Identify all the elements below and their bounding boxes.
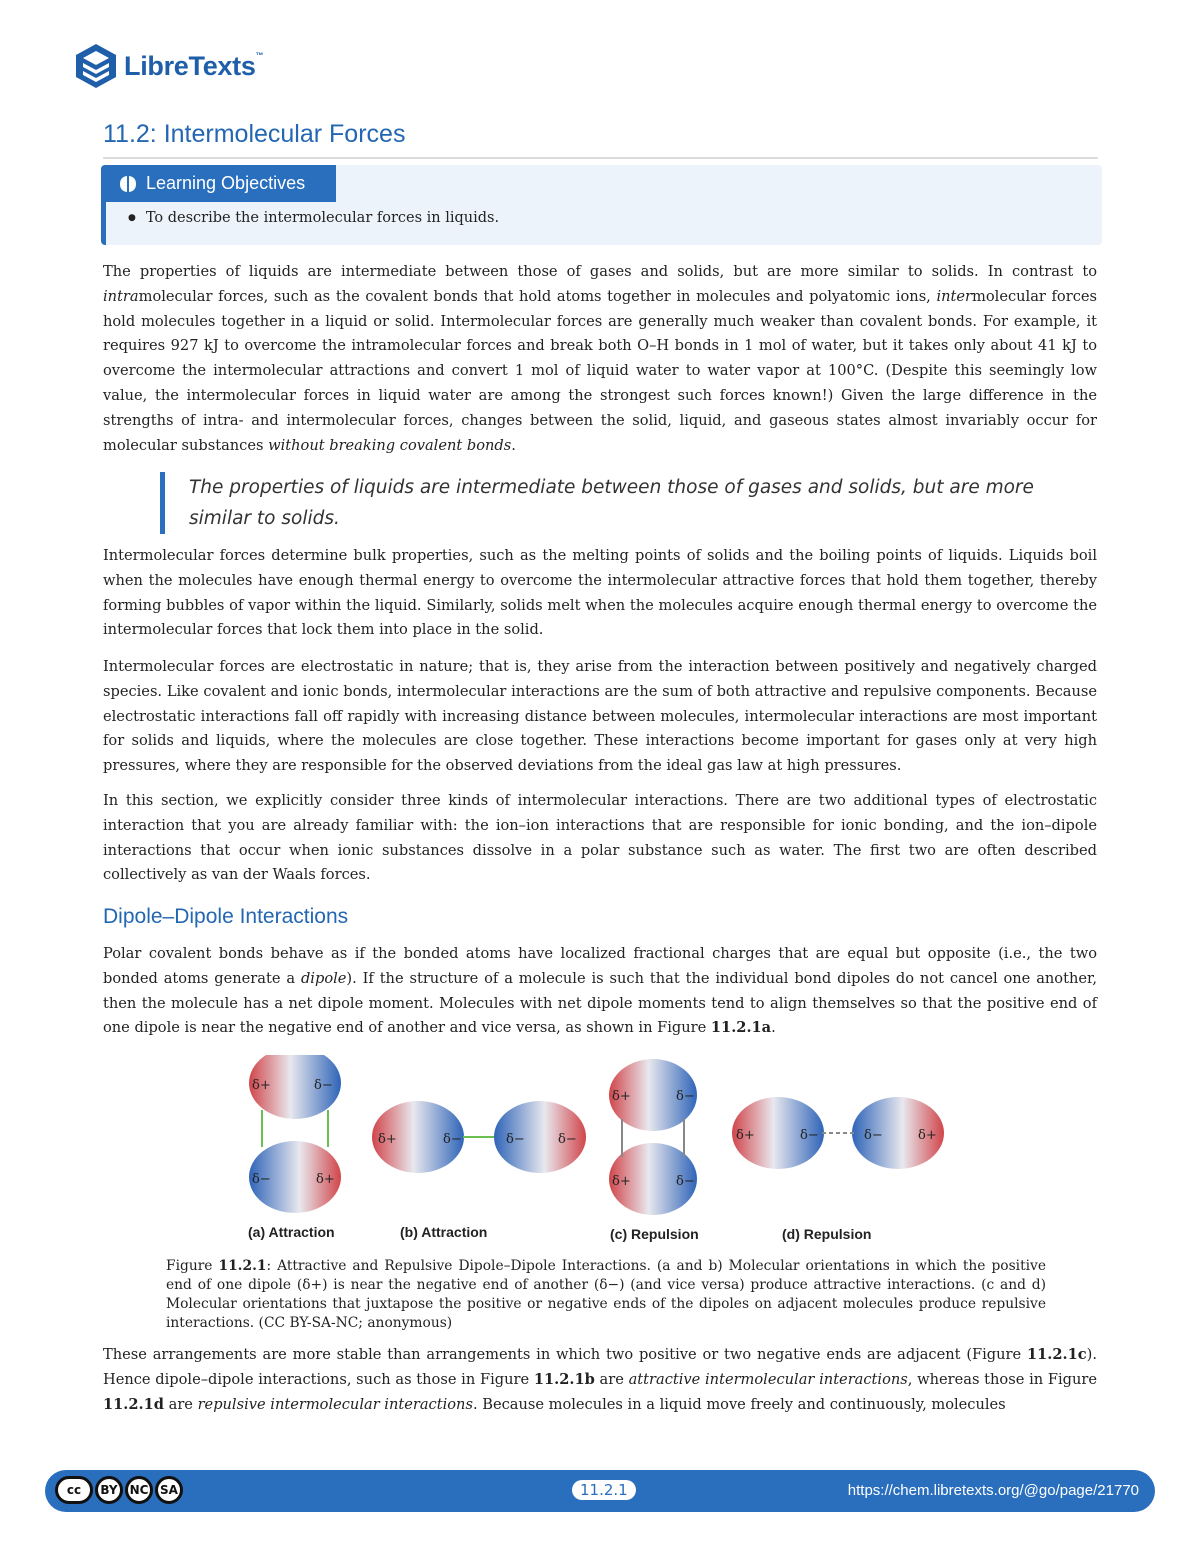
label-b1-minus: δ− (443, 1132, 462, 1147)
label-d1-plus: δ+ (736, 1128, 755, 1143)
figure-link[interactable]: 11.2.1a (710, 1019, 772, 1037)
page-number: 11.2.1 (572, 1480, 636, 1500)
figure-label-d: (d) Repulsion (782, 1226, 872, 1242)
page-title: 11.2: Intermolecular Forces (103, 120, 1098, 159)
figure-label-b: (b) Attraction (400, 1224, 488, 1240)
paragraph-4: In this section, we explicitly consider three kinds of intermolecular interactions. There are two additional types of electrostatic interaction that you are already familiar with: the ion–ion interactions that are responsible for ionic bonding, and the ion–dipole interactions that occur when ionic substances dissolve in a polar substance such as water. The first two are often described collectively as van der Waals forces. (103, 792, 1097, 884)
dipole-figure (248, 1055, 948, 1245)
by-icon: BY (95, 1476, 123, 1504)
figure-label-c: (c) Repulsion (610, 1226, 699, 1242)
libretexts-logo[interactable] (74, 42, 263, 90)
figure-label-a: (a) Attraction (248, 1224, 335, 1240)
learning-objectives-box (101, 165, 1102, 245)
label-c2-minus: δ− (676, 1174, 695, 1189)
figure-link[interactable]: 11.2.1b (533, 1370, 595, 1388)
label-a2-plus: δ+ (316, 1172, 335, 1187)
label-d2-minus: δ− (864, 1128, 883, 1143)
label-c2-plus: δ+ (612, 1174, 631, 1189)
sa-icon: SA (155, 1476, 183, 1504)
label-d1-minus: δ− (800, 1128, 819, 1143)
label-b2-minus: δ− (506, 1132, 525, 1147)
cc-license-badge[interactable] (55, 1476, 183, 1504)
learning-objectives-header: Learning Objectives (106, 165, 336, 202)
label-a1-plus: δ+ (252, 1078, 271, 1093)
paragraph-2: Intermolecular forces determine bulk properties, such as the melting points of solids and the boiling points of liquids. Liquids boil when the molecules have enough thermal energy to overcome the intermolecular attractive forces that hold them together, thereby forming bubbles of vapor within the liquid. Similarly, solids melt when the molecules acquire enough thermal energy to overcome the intermolecular forces that lock them into place in the solid. (103, 547, 1097, 639)
brain-icon (118, 174, 138, 194)
label-a2-minus: δ− (252, 1172, 271, 1187)
figure-link[interactable]: 11.2.1d (103, 1395, 164, 1413)
page-url[interactable]: https://chem.libretexts.org/@go/page/21770 (847, 1482, 1139, 1499)
paragraph-3: Intermolecular forces are electrostatic in nature; that is, they arise from the interaction between positively and negatively charged species. Like covalent and ionic bonds, intermolecular interactions are the sum of both attractive and repulsive components. Because electrostatic interactions fall off rapidly with increasing distance between molecules, intermolecular interactions are most important for solids and liquids, where the molecules are close together. These interactions become important for gases only at very high pressures, where they are responsible for the observed deviations from the ideal gas law at high pressures. (103, 658, 1097, 775)
paragraph-6: These arrangements are more stable than arrangements in which two positive or two negative ends are adjacent (Figure 11.2.1c). Hence dipole–dipole interactions, such as those in Figure 11.2.1b are attractive intermolecular interactions, whereas those in Figure 11.2.1d are repulsive intermolecular interactions. Because molecules in a liquid move freely and continuously, molecules (103, 1346, 1097, 1413)
logo-text: LibreTexts™ (124, 50, 264, 81)
label-b2-minus2: δ− (558, 1132, 577, 1147)
libretexts-logo-icon (74, 42, 118, 90)
label-b1-plus: δ+ (378, 1132, 397, 1147)
objectives-list (128, 210, 499, 226)
label-c1-minus: δ− (676, 1089, 695, 1104)
figure-link[interactable]: 11.2.1c (1026, 1346, 1087, 1363)
paragraph-5: Polar covalent bonds behave as if the bonded atoms have localized fractional charges that are equal but opposite (i.e., the two bonded atoms generate a dipole). If the structure of a molecule is such that the individual bond dipoles do not cancel one another, then the molecule has a net dipole moment. Molecules with net dipole moments tend to align themselves so that the positive end of one dipole is near the negative end of another and vice versa, as shown in Figure 11.2.1a. (103, 945, 1097, 1037)
figure-caption: Figure 11.2.1: Attractive and Repulsive Dipole–Dipole Interactions. (a and b) Molecular orientations in which the positive end of one dipole (δ+) is near the negative end of another (δ−) (and vice versa) produce attractive interactions. (c and d) Molecular orientations that juxtapose the positive or negative ends of the dipoles on adjacent molecules produce repulsive interactions. (CC BY-SA-NC; anonymous) (166, 1258, 1046, 1331)
label-d2-plus: δ+ (918, 1128, 937, 1143)
label-c1-plus: δ+ (612, 1089, 631, 1104)
page-footer (45, 1470, 1155, 1512)
list-item: ● To describe the intermolecular forces in liquids. (128, 210, 499, 226)
label-a1-minus: δ− (314, 1078, 333, 1093)
nc-icon: NC (125, 1476, 153, 1504)
cc-icon: cc (55, 1476, 93, 1504)
section-heading: Dipole–Dipole Interactions (103, 905, 349, 928)
paragraph-1: The properties of liquids are intermediate between those of gases and solids, but are more similar to solids. In contrast to intramolecular forces, such as the covalent bonds that hold atoms together in molecules and polyatomic ions, intermolecular forces hold molecules together in a liquid or solid. Intermolecular forces are generally much weaker than covalent bonds. For example, it requires 927 kJ to overcome the intramolecular forces and break both O–H bonds in 1 mol of water, but it takes only about 41 kJ to overcome the intermolecular attractions and convert 1 mol of liquid water to water vapor at 100°C. (Despite this seemingly low value, the intermolecular forces in liquid water are among the strongest such forces known!) Given the large difference in the strengths of intra- and intermolecular forces, changes between the solid, liquid, and gaseous states almost invariably occur for molecular substances without breaking covalent bonds. (103, 263, 1097, 454)
pull-quote: The properties of liquids are intermediate between those of gases and solids, but are more similar to solids. (160, 472, 1049, 534)
